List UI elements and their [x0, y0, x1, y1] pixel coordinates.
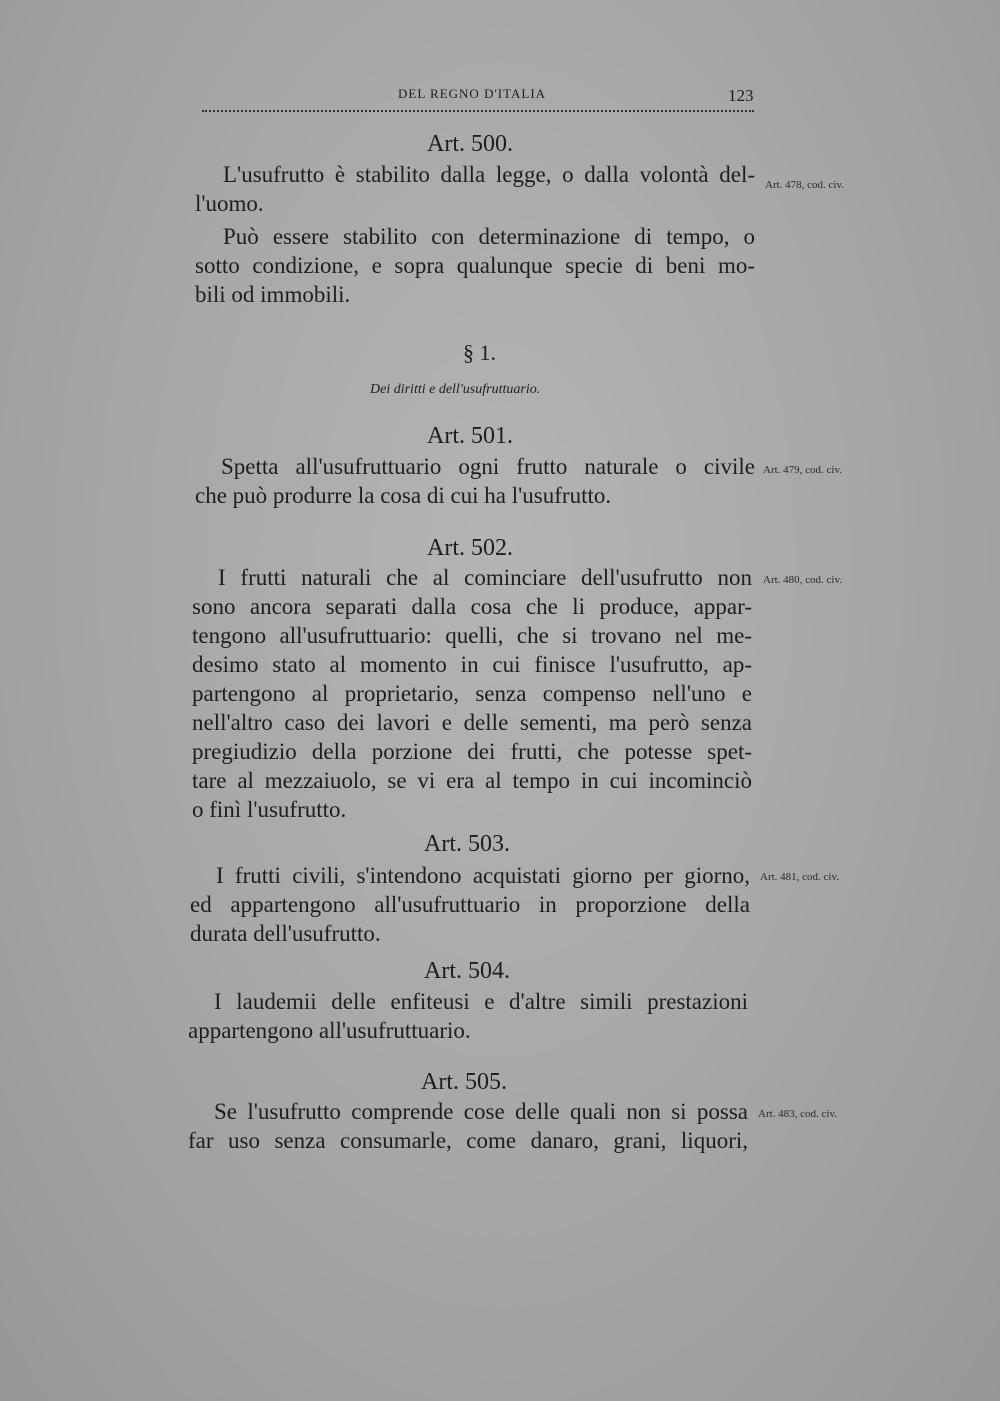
article-heading: Art. 503. [424, 831, 510, 857]
text-line: tare al mezzaiuolo, se vi era al tempo in cui incominciò [192, 768, 752, 793]
article-paragraph [190, 861, 750, 948]
text-line: Può essere stabilito con determinazione di tempo, o [223, 224, 755, 249]
article-paragraph [192, 563, 752, 824]
article-paragraph [195, 452, 755, 510]
article-heading: Art. 505. [421, 1069, 507, 1095]
text-line: L'usufrutto è stabilito dalla legge, o dalla volontà del- [223, 162, 755, 187]
article-paragraph [195, 160, 755, 218]
text-line: sono ancora separati dalla cosa che li produce, appar- [192, 594, 752, 619]
text-line: sotto condizione, e sopra qualunque specie di beni mo- [195, 253, 755, 278]
text-line: l'uomo. [195, 191, 264, 216]
text-line: bili od immobili. [195, 282, 351, 307]
article-heading: Art. 504. [424, 958, 510, 984]
text-line: Se l'usufrutto comprende cose delle quali non si possa [214, 1099, 748, 1124]
section-title: Dei diritti e dell'usufruttuario. [370, 382, 541, 397]
text-line: tengono all'usufruttuario: quelli, che si trovano nel me- [192, 623, 752, 648]
text-line: nell'altro caso dei lavori e delle sementi, ma però senza [192, 710, 752, 735]
article-paragraph [188, 987, 748, 1045]
page-number: 123 [728, 86, 754, 105]
margin-note: Art. 480, cod. civ. [763, 574, 843, 586]
text-line: che può produrre la cosa di cui ha l'usufrutto. [195, 483, 612, 508]
article-paragraph [195, 222, 755, 309]
text-line: ed appartengono all'usufruttuario in proporzione della [190, 892, 750, 917]
text-line: partengono al proprietario, senza compenso nell'uno e [192, 681, 752, 706]
margin-note: Art. 481, cod. civ. [760, 871, 840, 883]
text-line: desimo stato al momento in cui finisce l'usufrutto, ap- [192, 652, 752, 677]
article-heading: Art. 501. [427, 423, 513, 449]
text-line: I frutti naturali che al cominciare dell'usufrutto non [218, 565, 752, 590]
margin-note: Art. 479, cod. civ. [763, 464, 843, 476]
text-line: I frutti civili, s'intendono acquistati giorno per giorno, [216, 863, 750, 888]
margin-note: Art. 483, cod. civ. [758, 1108, 838, 1120]
text-line: pregiudizio della porzione dei frutti, che potesse spet- [192, 739, 752, 764]
text-line: Spetta all'usufruttuario ogni frutto naturale o civile [221, 454, 755, 479]
article-heading: Art. 502. [427, 535, 513, 561]
text-line: durata dell'usufrutto. [190, 921, 381, 946]
header-rule [202, 110, 754, 112]
article-heading: Art. 500. [427, 131, 513, 157]
text-line: far uso senza consumarle, come danaro, grani, liquori, [188, 1128, 748, 1153]
margin-note: Art. 478, cod. civ. [765, 179, 845, 191]
text-line: appartengono all'usufruttuario. [188, 1018, 471, 1043]
text-line: I laudemii delle enfiteusi e d'altre simili prestazioni [214, 989, 748, 1014]
running-header: DEL REGNO D'ITALIA [398, 86, 547, 101]
section-sign: § 1. [463, 340, 496, 365]
article-paragraph [188, 1097, 748, 1155]
text-line: o finì l'usufrutto. [192, 797, 347, 822]
